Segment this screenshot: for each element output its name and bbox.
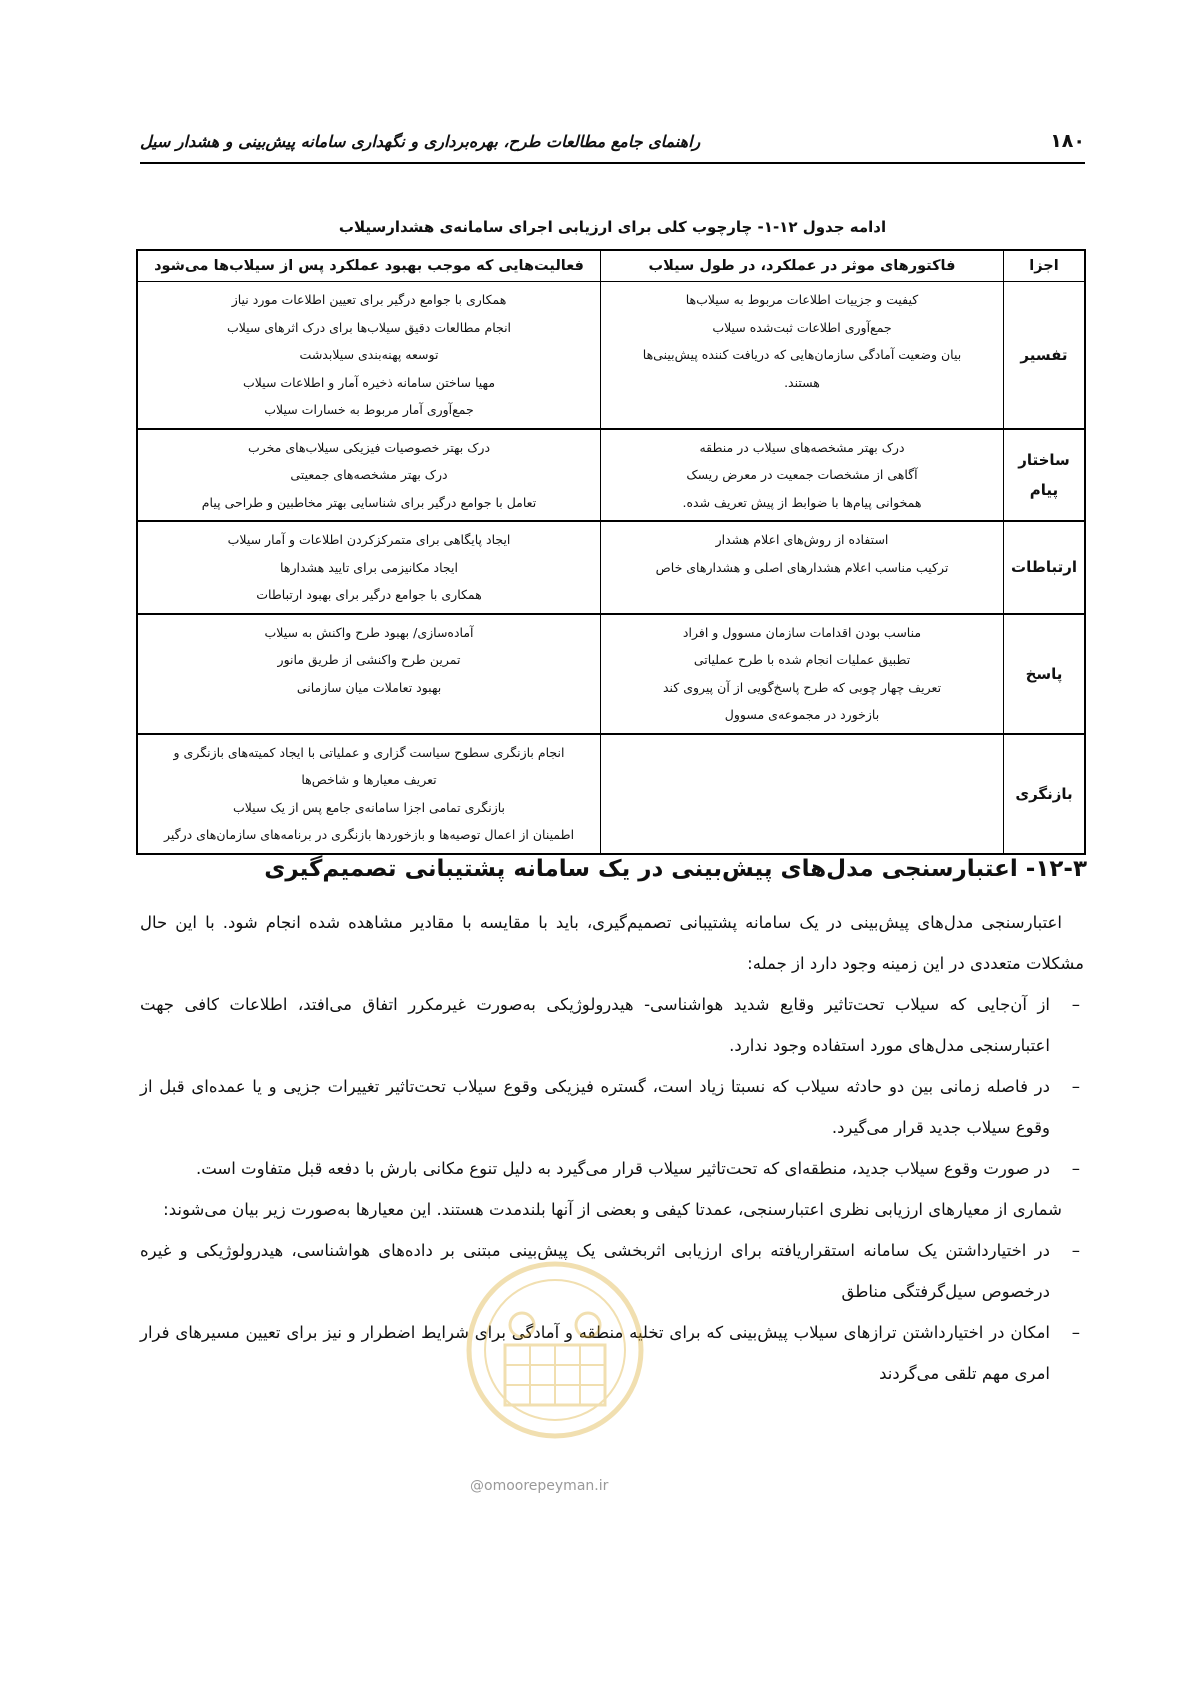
component-line: ساختار [1018,450,1070,469]
activity-line: انجام بازنگری سطوح سیاست گزاری و عملیاتی با ایجاد کمیته‌های بازنگری و [173,744,565,760]
row-factors [601,429,1004,522]
factor-line: تطبیق عملیات انجام شده با طرح عملیاتی [693,652,911,667]
component-line: پیام [1029,480,1059,499]
row-activities [137,734,601,854]
row-activities [137,521,601,614]
row-component: ارتباطات [1004,521,1086,614]
activity-line: درک بهتر خصوصیات فیزیکی سیلاب‌های مخرب [247,439,491,455]
activity-line: بهبود تعاملات میان سازمانی [296,679,442,695]
table-row [137,734,1085,854]
bullet-dash: – [1071,1323,1080,1342]
activity-line: تمرین طرح واکنشی از طریق مانور [277,652,461,667]
factor-line: آگاهی از مشخصات جمعیت در معرض ریسک [686,467,918,482]
problem-item [140,984,1084,1066]
factor-line: همخوانی پیام‌ها با ضوابط از پیش تعریف شده. [682,494,922,510]
page-number: ۱۸۰ [1050,130,1085,152]
table-caption: ادامه جدول ۱۲-۱- چارچوب کلی برای ارزیابی اجرای سامانه‌ی هشدارسیلاب [338,218,887,236]
bullet-dash: – [1071,1077,1080,1096]
activity-line: همکاری با جوامع درگیر برای بهبود ارتباطات [256,587,482,602]
evaluation-framework-table [136,249,1086,855]
running-header [140,128,1085,164]
section-heading: ۱۲-۳- اعتبارسنجی مدل‌های پیش‌بینی در یک سامانه پشتیبانی تصمیم‌گیری [264,856,1087,882]
activity-line: توسعه پهنه‌بندی سیلابدشت [299,347,439,362]
row-component: بازنگری [1004,734,1086,854]
factor-line: درک بهتر مشخصه‌های سیلاب در منطقه [699,439,905,455]
table-header-row [137,250,1085,282]
criterion-text: در اختیارداشتن یک سامانه استقراریافته برای ارزیابی اثربخشی یک پیش‌بینی مبتنی بر داده‌های هواشناسی، هیدرولوژیکی و غیره درخصوص سیل‌گرفتگی مناطق [140,1241,1050,1301]
activity-line: اطمینان از اعمال توصیه‌ها و بازخوردها بازنگری در برنامه‌های سازمان‌های درگیر [163,827,575,842]
running-title: راهنمای جامع مطالعات طرح، بهره‌برداری و نگهداری سامانه پیش‌بینی و هشدار سیل [140,132,701,151]
bullet-dash: – [1071,1241,1080,1260]
problem-item [140,1148,1084,1189]
activity-line: بازنگری تمامی اجزا سامانه‌ی جامع پس از یک سیلاب [232,799,506,815]
table-row [137,282,1085,429]
header-factors: فاکتورهای موثر در عملکرد، در طول سیلاب [601,250,1004,282]
watermark-url: @omoorepeyman.ir [470,1478,609,1494]
activity-line: مهیا ساختن سامانه ذخیره آمار و اطلاعات سیلاب [242,374,496,390]
row-activities [137,429,601,522]
activity-line: تعامل با جوامع درگیر برای شناسایی بهتر مخاطبین و طراحی پیام [201,494,537,510]
criterion-text: امکان در اختیارداشتن ترازهای سیلاب پیش‌بینی که برای تخلیه منطقه و آمادگی برای شرایط اضطرار و نیز برای تعیین مسیرهای فرار امری مهم تلقی می‌گردند [140,1323,1050,1383]
problem-text: در صورت وقوع سیلاب جدید، منطقه‌ای که تحت‌تاثیر سیلاب قرار می‌گیرد به دلیل تنوع مکانی بارش با دفعه قبل متفاوت است. [195,1159,1050,1178]
header-activities: فعالیت‌هایی که موجب بهبود عملکرد پس از سیلاب‌ها می‌شود [137,250,601,282]
factor-line: جمع‌آوری اطلاعات ثبت‌شده سیلاب [712,319,892,335]
row-factors [601,734,1004,854]
factor-line: مناسب بودن اقدامات سازمان مسوول و افراد [682,624,922,640]
bullet-dash: – [1071,1159,1080,1178]
table-row [137,521,1085,614]
publisher-watermark-logo [460,1250,650,1470]
problem-text: در فاصله زمانی بین دو حادثه سیلاب که نسبتا زیاد است، گستره فیزیکی وقوع سیلاب تحت‌تاثیر تغییرات جزیی و یا عمده‌ای قبل از وقوع سیلاب جدید قرار می‌گیرد. [140,1077,1050,1137]
row-factors [601,614,1004,734]
factor-line: استفاده از روش‌های اعلام هشدار [715,532,889,547]
criteria-paragraph: شماری از معیارهای ارزیابی نظری اعتبارسنجی، عمدتا کیفی و بعضی از آنها بلندمدت هستند. این معیارها به‌صورت زیر بیان می‌شوند: [163,1200,1062,1219]
factor-line: هستند. [784,374,820,390]
row-component: تفسیر [1004,282,1086,429]
bullet-dash: – [1071,995,1080,1014]
activity-line: تعریف معیارها و شاخص‌ها [301,772,437,787]
factor-line: تعریف چهار چوبی که طرح پاسخ‌گویی از آن پیروی کند [662,679,942,695]
row-factors [601,282,1004,429]
table-row [137,429,1085,522]
row-component [1004,429,1086,522]
factor-line: ترکیب مناسب اعلام هشدارهای اصلی و هشدارهای خاص [655,559,949,575]
activity-line: درک بهتر مشخصه‌های جمعیتی [290,467,448,482]
row-component: پاسخ [1004,614,1086,734]
table-row [137,614,1085,734]
activity-line: جمع‌آوری آمار مربوط به خسارات سیلاب [264,402,474,417]
factor-line: بازخورد در مجموعه‌ی مسوول [724,707,880,722]
factor-line: بیان وضعیت آمادگی سازمان‌هایی که دریافت کننده پیش‌بینی‌ها [642,347,962,362]
activity-line: آماده‌سازی/ بهبود طرح واکنش به سیلاب [264,624,474,640]
row-activities [137,282,601,429]
problem-text: از آن‌جایی که سیلاب تحت‌تاثیر وقایع شدید هواشناسی- هیدرولوژیکی به‌صورت غیرمکرر اتفاق می‌افتد، اطلاعات کافی جهت اعتبارسنجی مدل‌های مورد استفاده وجود ندارد. [140,995,1050,1055]
row-activities [137,614,601,734]
header-component: اجزا [1004,250,1086,282]
activity-line: ایجاد پایگاهی برای متمرکزکردن اطلاعات و آمار سیلاب [227,532,511,547]
intro-paragraph: اعتبارسنجی مدل‌های پیش‌بینی در یک سامانه پشتیبانی تصمیم‌گیری، باید با مقایسه با مقادیر مشاهده شده انجام شود. با این حال مشکلات متعددی در این زمینه وجود دارد از جمله: [140,913,1084,973]
factor-line: کیفیت و جزییات اطلاعات مربوط به سیلاب‌ها [685,292,919,307]
activity-line: انجام مطالعات دقیق سیلاب‌ها برای درک اثرهای سیلاب [226,319,512,335]
problem-item [140,1066,1084,1148]
row-factors [601,521,1004,614]
activity-line: ایجاد مکانیزمی برای تایید هشدارها [280,559,458,575]
activity-line: همکاری با جوامع درگیر برای تعیین اطلاعات مورد نیاز [231,292,507,307]
